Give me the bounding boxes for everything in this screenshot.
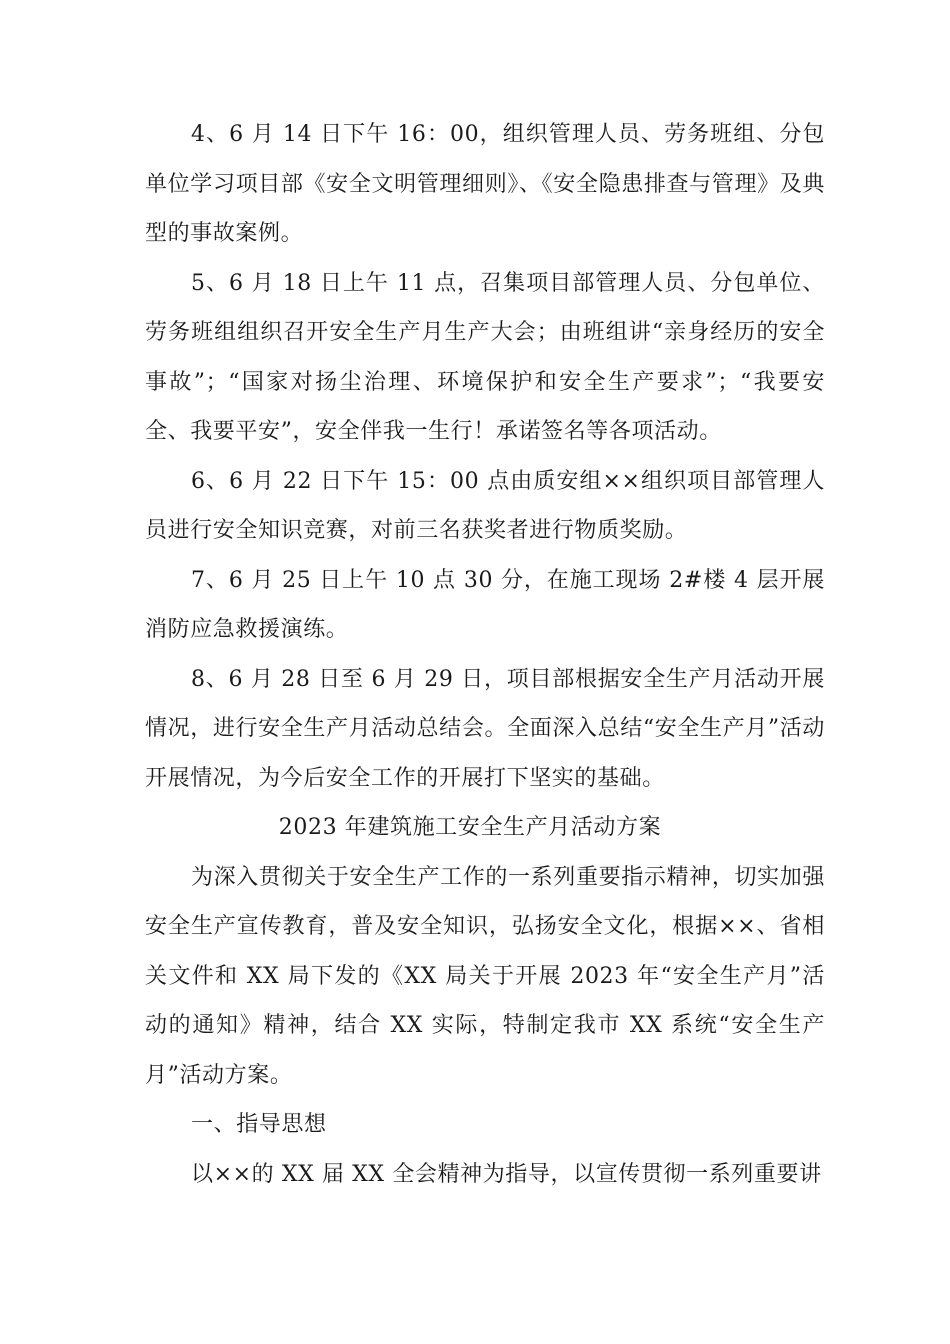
document-body (145, 110, 825, 1199)
paragraph-item-4: 4、6 月 14 日下午 16：00，组织管理人员、劳务班组、分包单位学习项目部《安全文明管理细则》、《安全隐患排查与管理》及典型的事故案例。 (145, 122, 825, 246)
paragraph-item-8: 8、6 月 28 日至 6 月 29 日，项目部根据安全生产月活动开展情况，进行安全生产月活动总结会。全面深入总结“安全生产月”活动开展情况，为今后安全工作的开展打下坚实的基础。 (145, 666, 825, 791)
paragraph-item-5: 5、6 月 18 日上午 11 点，召集项目部管理人员、分包单位、劳务班组组织召开安全生产月生产大会；由班组讲“亲身经历的安全事故”；“国家对扬尘治理、环境保护和安全生产要求”；“我要安全、我要平安”，安全伴我一生行！承诺签名等各项活动。 (145, 270, 825, 444)
paragraph-item-7: 7、6 月 25 日上午 10 点 30 分，在施工现场 2#楼 4 层开展消防应急救援演练。 (145, 567, 825, 642)
document-title: 2023 年建筑施工安全生产月活动方案 (278, 815, 662, 840)
section-paragraph: 以××的 XX 届 XX 全会精神为指导，以宣传贯彻一系列重要讲 (191, 1161, 822, 1187)
section-heading: 一、指导思想 (191, 1112, 327, 1137)
paragraph-item-6: 6、6 月 22 日下午 15：00 点由质安组××组织项目部管理人员进行安全知识竞赛，对前三名获奖者进行物质奖励。 (145, 468, 825, 543)
intro-paragraph: 为深入贯彻关于安全生产工作的一系列重要指示精神，切实加强安全生产宣传教育，普及安全知识，弘扬安全文化，根据××、省相关文件和 XX 局下发的《XX 局关于开展 2023 年“安全生产月”活动的通知》精神，结合 XX 实际，特制定我市 XX 系统“安全生产月”活动方案。 (145, 864, 825, 1088)
